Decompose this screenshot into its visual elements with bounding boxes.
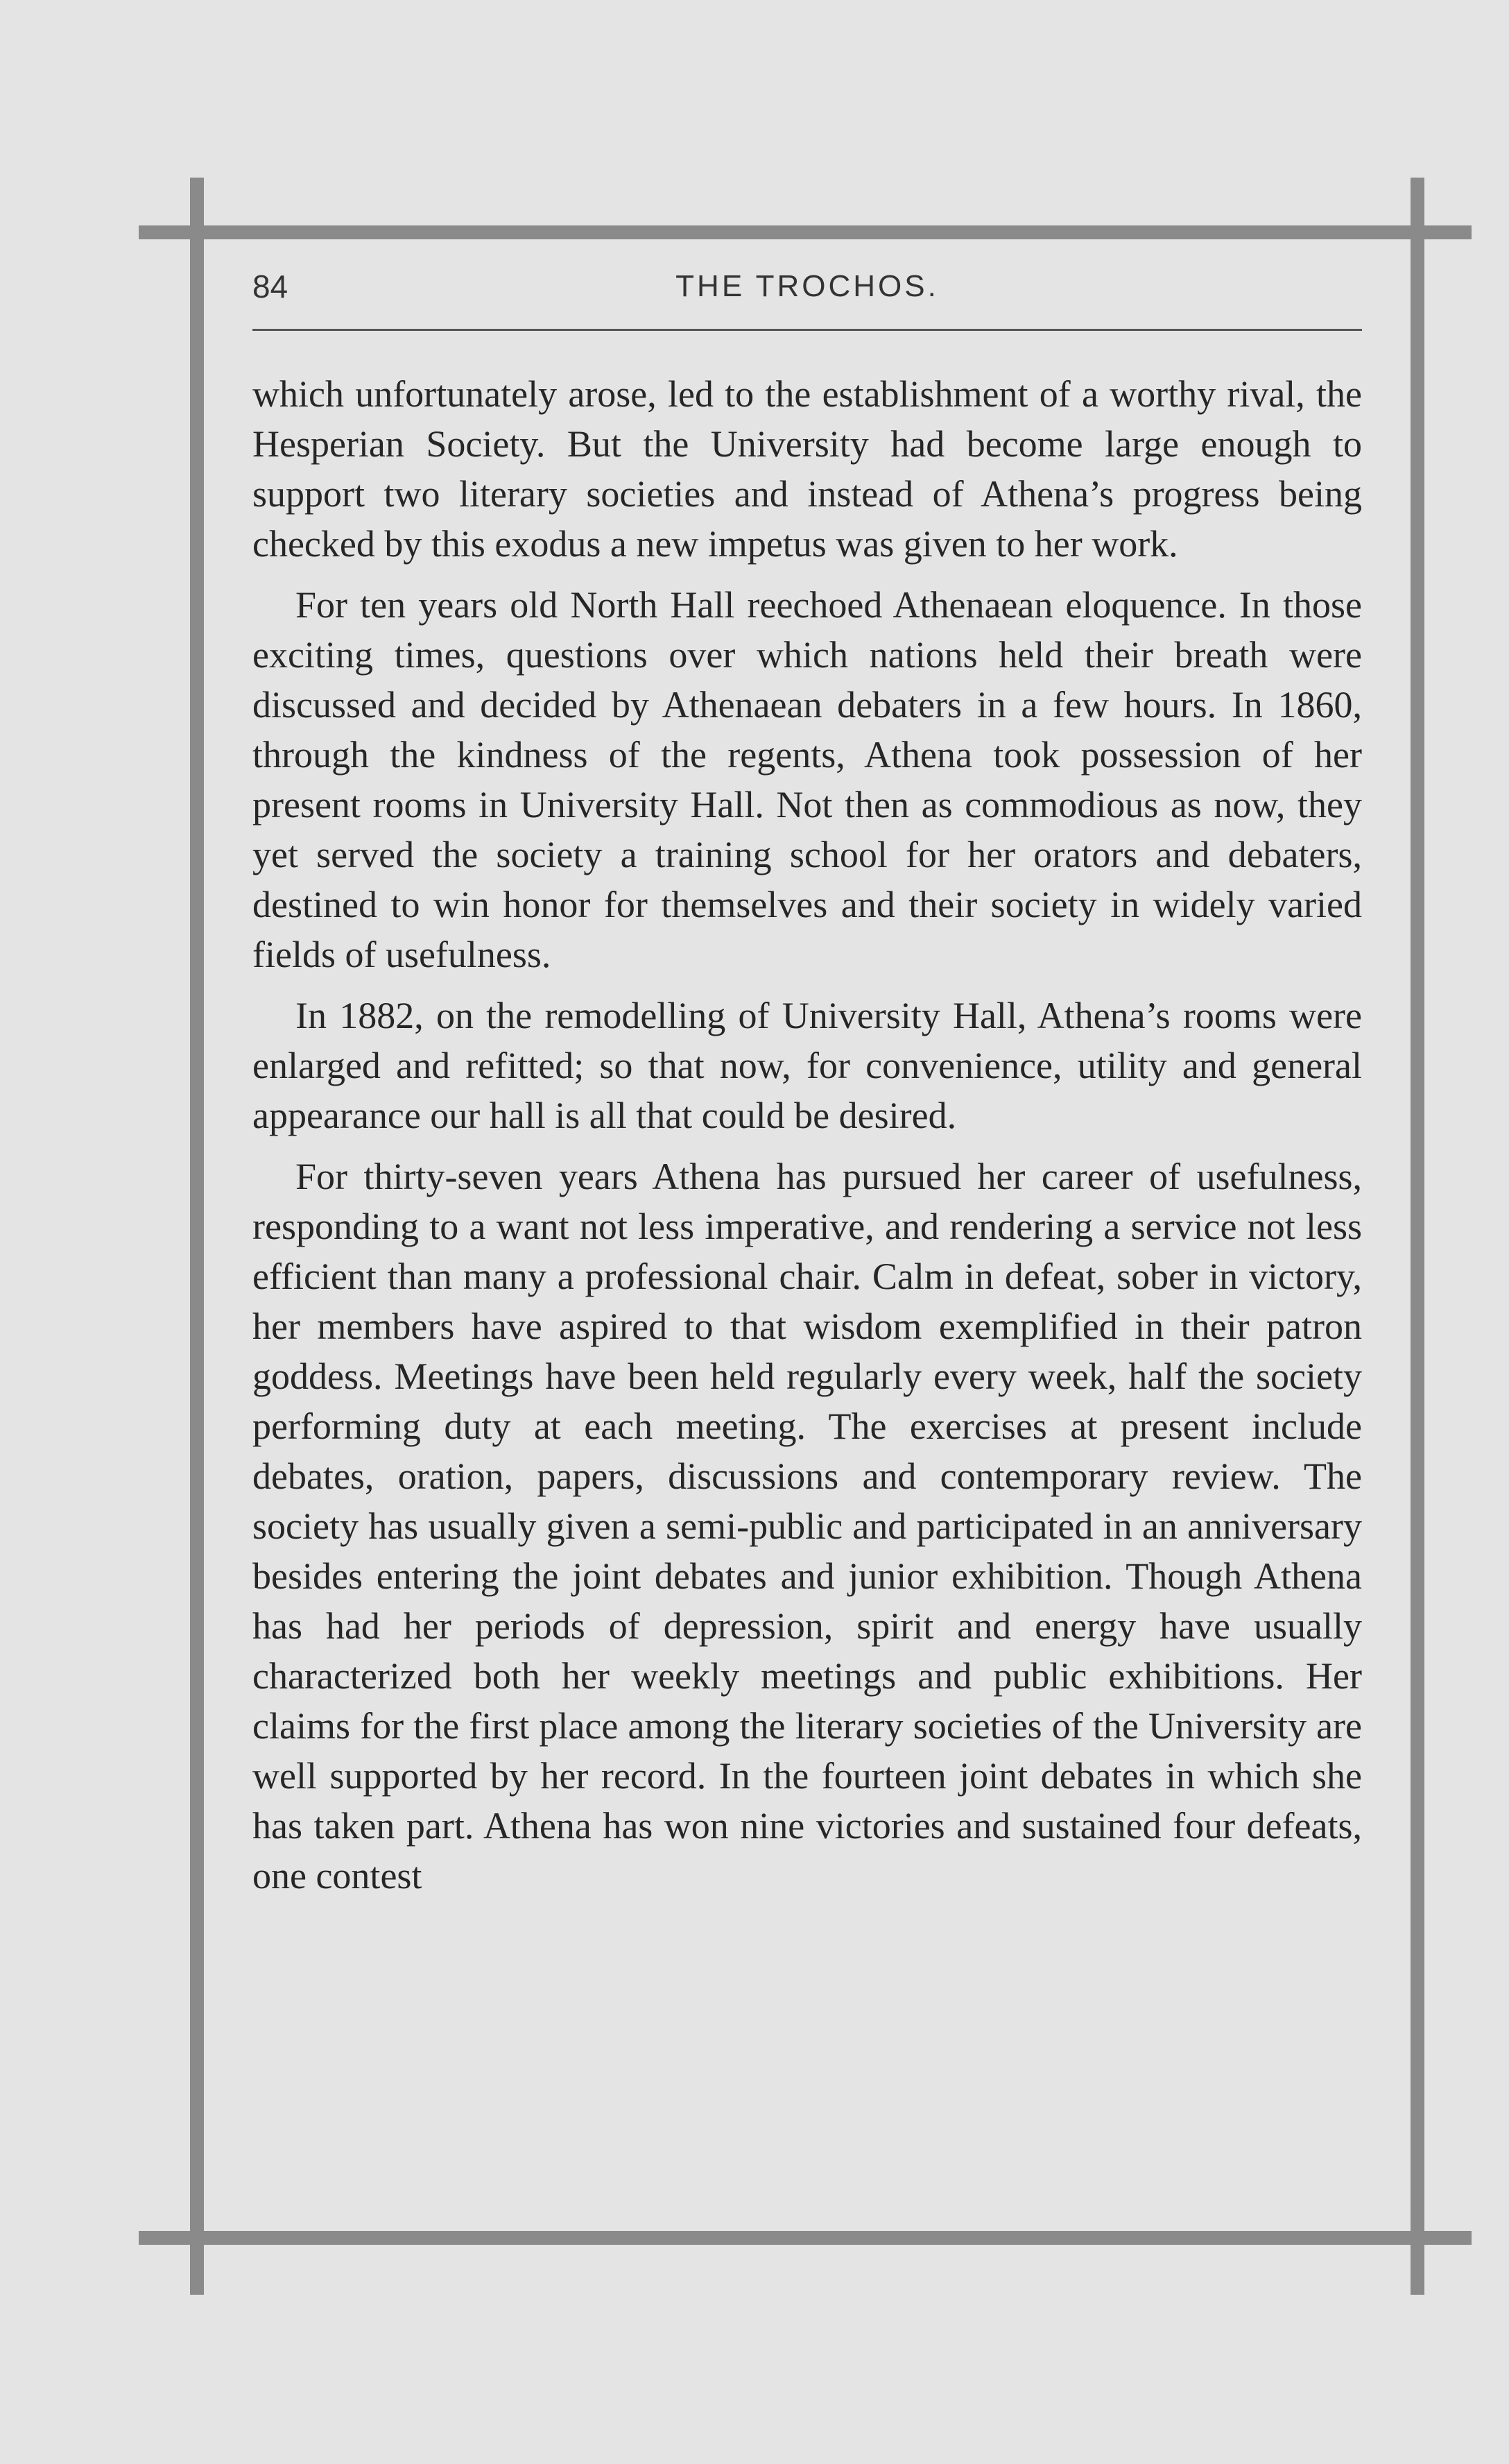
paragraph-continued: which unfortunately arose, led to the establishment of a worthy rival, the Hesperian Society. But the University had become large enough to support two literary societies and instead of Athena’s progress being checked by this exodus a new impetus was given to her work. bbox=[252, 373, 1362, 565]
running-head: THE TROCHOS. bbox=[675, 269, 939, 303]
paragraph-thirty-seven-years: For thirty-seven years Athena has pursued her career of usefulness, responding to a want not less imperative, and rendering a service not less efficient than many a professional chair. Calm in defeat, sober in victory, her members have aspired to that wisdom exemplified in their patron goddess. Meetings have been held regularly every week, half the society performing duty at each meeting. The exercises at present include debates, oration, papers, discussions and contemporary review. The society has usually given a semi-public and participated in an anniversary besides entering the joint debates and junior exhibition. Though Athena has had her periods of depression, spirit and energy have usually characterized both her weekly meetings and public exhibitions. Her claims for the first place among the literary societies of the University are well supported by her record. In the fourteen joint debates in which she has taken part. Athena has won nine victories and sustained four defeats, one contest bbox=[252, 1156, 1362, 1897]
frame-rule-bottom bbox=[139, 2231, 1472, 2245]
page-header bbox=[252, 262, 1362, 311]
frame-rule-top bbox=[139, 225, 1472, 239]
paragraph-remodelling: In 1882, on the remodelling of University Hall, Athena’s rooms were enlarged and refitted; so that now, for convenience, utility and general appearance our hall is all that could be desired. bbox=[252, 995, 1362, 1136]
paragraph-north-hall: For ten years old North Hall reechoed Athenaean eloquence. In those exciting times, questions over which nations held their breath were discussed and decided by Athenaean debaters in a few hours. In 1860, through the kindness of the regents, Athena took possession of her present rooms in University Hall. Not then as commodious as now, they yet served the society a training school for her orators and debaters, destined to win honor for themselves and their society in widely varied fields of usefulness. bbox=[252, 584, 1362, 975]
frame-rule-left bbox=[190, 178, 204, 2295]
body-text bbox=[252, 369, 1362, 1912]
frame-rule-right bbox=[1411, 178, 1424, 2295]
page-number: 84 bbox=[252, 268, 288, 305]
header-rule bbox=[252, 329, 1362, 331]
